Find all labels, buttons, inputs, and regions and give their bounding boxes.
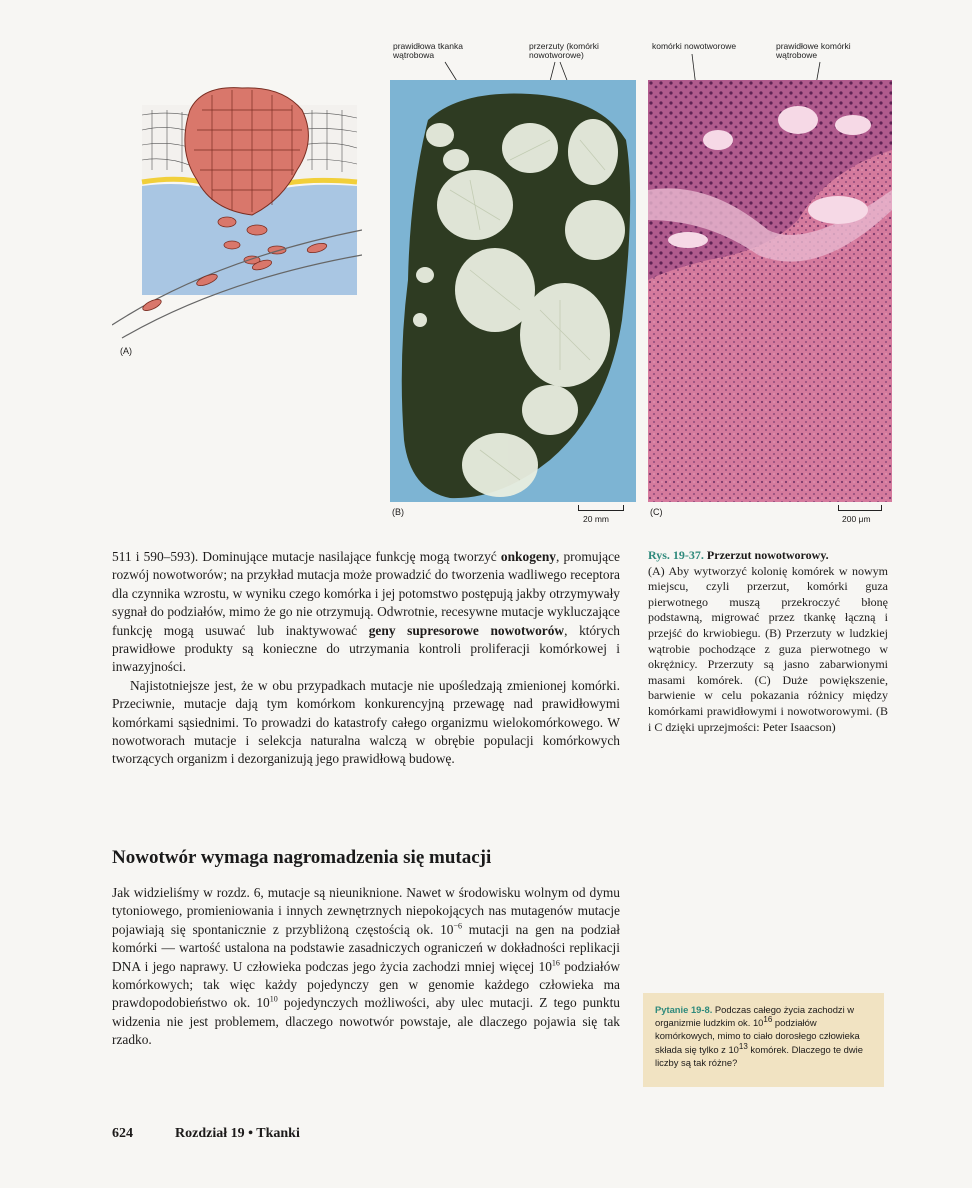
label-normal-liver-cells: prawidłowe komórki wątrobowe xyxy=(776,41,851,60)
page-footer xyxy=(112,1126,300,1142)
label-tumor-cells: komórki nowotworowe xyxy=(652,41,737,51)
label-normal-liver-tissue: prawidłowa tkanka wątrobowa xyxy=(393,41,463,60)
caption-title: Przerzut nowotworowy. xyxy=(706,548,829,562)
caption-number: Rys. 19-37. xyxy=(648,548,704,562)
scale-b-label: 20 mm xyxy=(583,514,609,524)
section-body xyxy=(112,884,620,1050)
chapter-title: Rozdział 19 • Tkanki xyxy=(175,1126,300,1141)
panel-b-label: (B) xyxy=(392,507,404,517)
caption-text: (A) Aby wytworzyć kolonię komórek w nowym miejscu, czyli przerzut, komórki guza pierwotnego muszą przekroczyć błonę podstawną, migrować przez tkankę łączną i przejść do krwiobiegu. (B) Przerzuty w ludzkiej wątrobie pochodzące z guza pierwotnego w okrężnicy. Przerzuty są jasno zabarwionymi masami komórek. (C) Duże powiększenie, barwienie w celu pokazania różnicy między komórkami prawidłowymi i nowotworowymi. (B i C dzięki uprzejmości: Peter Isaacson) xyxy=(648,563,888,734)
term-tumor-suppressor-genes: geny supresorowe nowotworów xyxy=(368,622,565,638)
panel-c-label: (C) xyxy=(650,507,663,517)
scale-bar-c xyxy=(838,505,882,511)
histology-micrograph xyxy=(648,80,892,502)
scale-bar-b xyxy=(578,505,624,511)
term-oncogenes: onkogeny xyxy=(500,549,556,564)
scale-c-label: 200 μm xyxy=(842,514,871,524)
label-metastases: przerzuty (komórki nowotworowe) xyxy=(529,41,599,60)
liver-metastases-photo xyxy=(390,80,636,502)
paragraph-oncogenes: 511 i 590–593). Dominujące mutacje nasilające funkcję mogą tworzyć onkogeny, promujące rozwój nowotworów; na przykład mutacja może prowadzić do tworzenia wadliwego receptora dla czynnika wzrostu, w wyniku czego komórka i jej potomstwo postępują jakby otrzymywały sygnał do podziałów, mimo że go nie otrzymują. Odwrotnie, recesywne mutacje wykluczające funkcję mogą usuwać lub inaktywować geny supresorowe nowotworów, których prawidłowe produkty są konieczne do utrzymania kontroli proliferacji komórkowej i inwazyjności. xyxy=(112,549,620,675)
section-heading: Nowotwór wymaga nagromadzenia się mutacji xyxy=(112,847,492,868)
metastasis-diagram xyxy=(112,80,362,340)
figure-caption xyxy=(648,548,888,735)
page-number: 624 xyxy=(112,1126,133,1141)
paragraph-competitive-advantage: Najistotniejsze jest, że w obu przypadkach mutacje nie upośledzają zmienionej komórki. Przeciwnie, mutacje dają tym komórkom konkurencyjną przewagę nad prawidłowymi komórkami sąsiednimi. To prowadzi do katastrofy całego organizmu wielokomórkowego. W nowotworach mutacje i selekcja naturalna walczą w obrębie populacji komórkowych tworzących organizm i dezorganizują jego prawidłową budowę. xyxy=(112,677,620,767)
paragraph-mutation-rate: Jak widzieliśmy w rozdz. 6, mutacje są nieuniknione. Nawet w środowisku wolnym od dymu tytoniowego, promieniowania i innych zewnętrznych niepokojących nas mutagenów mutacje pojawiają się spontanicznie z przybliżoną częstością ok. $10^{-6}$ mutacji na gen na podział komórki — wartość ustalona na podstawie zasadniczych ograniczeń w dokładności replikacji DNA i jego naprawy. U człowieka podczas jego życia zachodzi mniej więcej $10^{16}$ podziałów komórkowych; tak więc każdy pojedynczy gen w genomie każdego człowieka ma prawdopodobieństwo ok. $10^{10}$ pojedynczych możliwości, aby ulec mutacji. Z tego punktu widzenia nie jest problemem, dlaczego nowotwór powstaje, ale dlaczego pojawia się tak rzadko. xyxy=(112,885,620,1048)
question-box: Pytanie 19-8. Podczas całego życia zachodzi w organizmie ludzkim ok. $10^{16}$ podziałów komórkowych, mimo to ciało dorosłego człowieka składa się tylko z $10^{13}$ komórek. Dlaczego te dwie liczby są tak różne? xyxy=(643,993,884,1087)
main-text-column xyxy=(112,548,620,769)
question-label: Pytanie 19-8. xyxy=(655,1004,713,1015)
panel-a-label: (A) xyxy=(120,346,132,356)
